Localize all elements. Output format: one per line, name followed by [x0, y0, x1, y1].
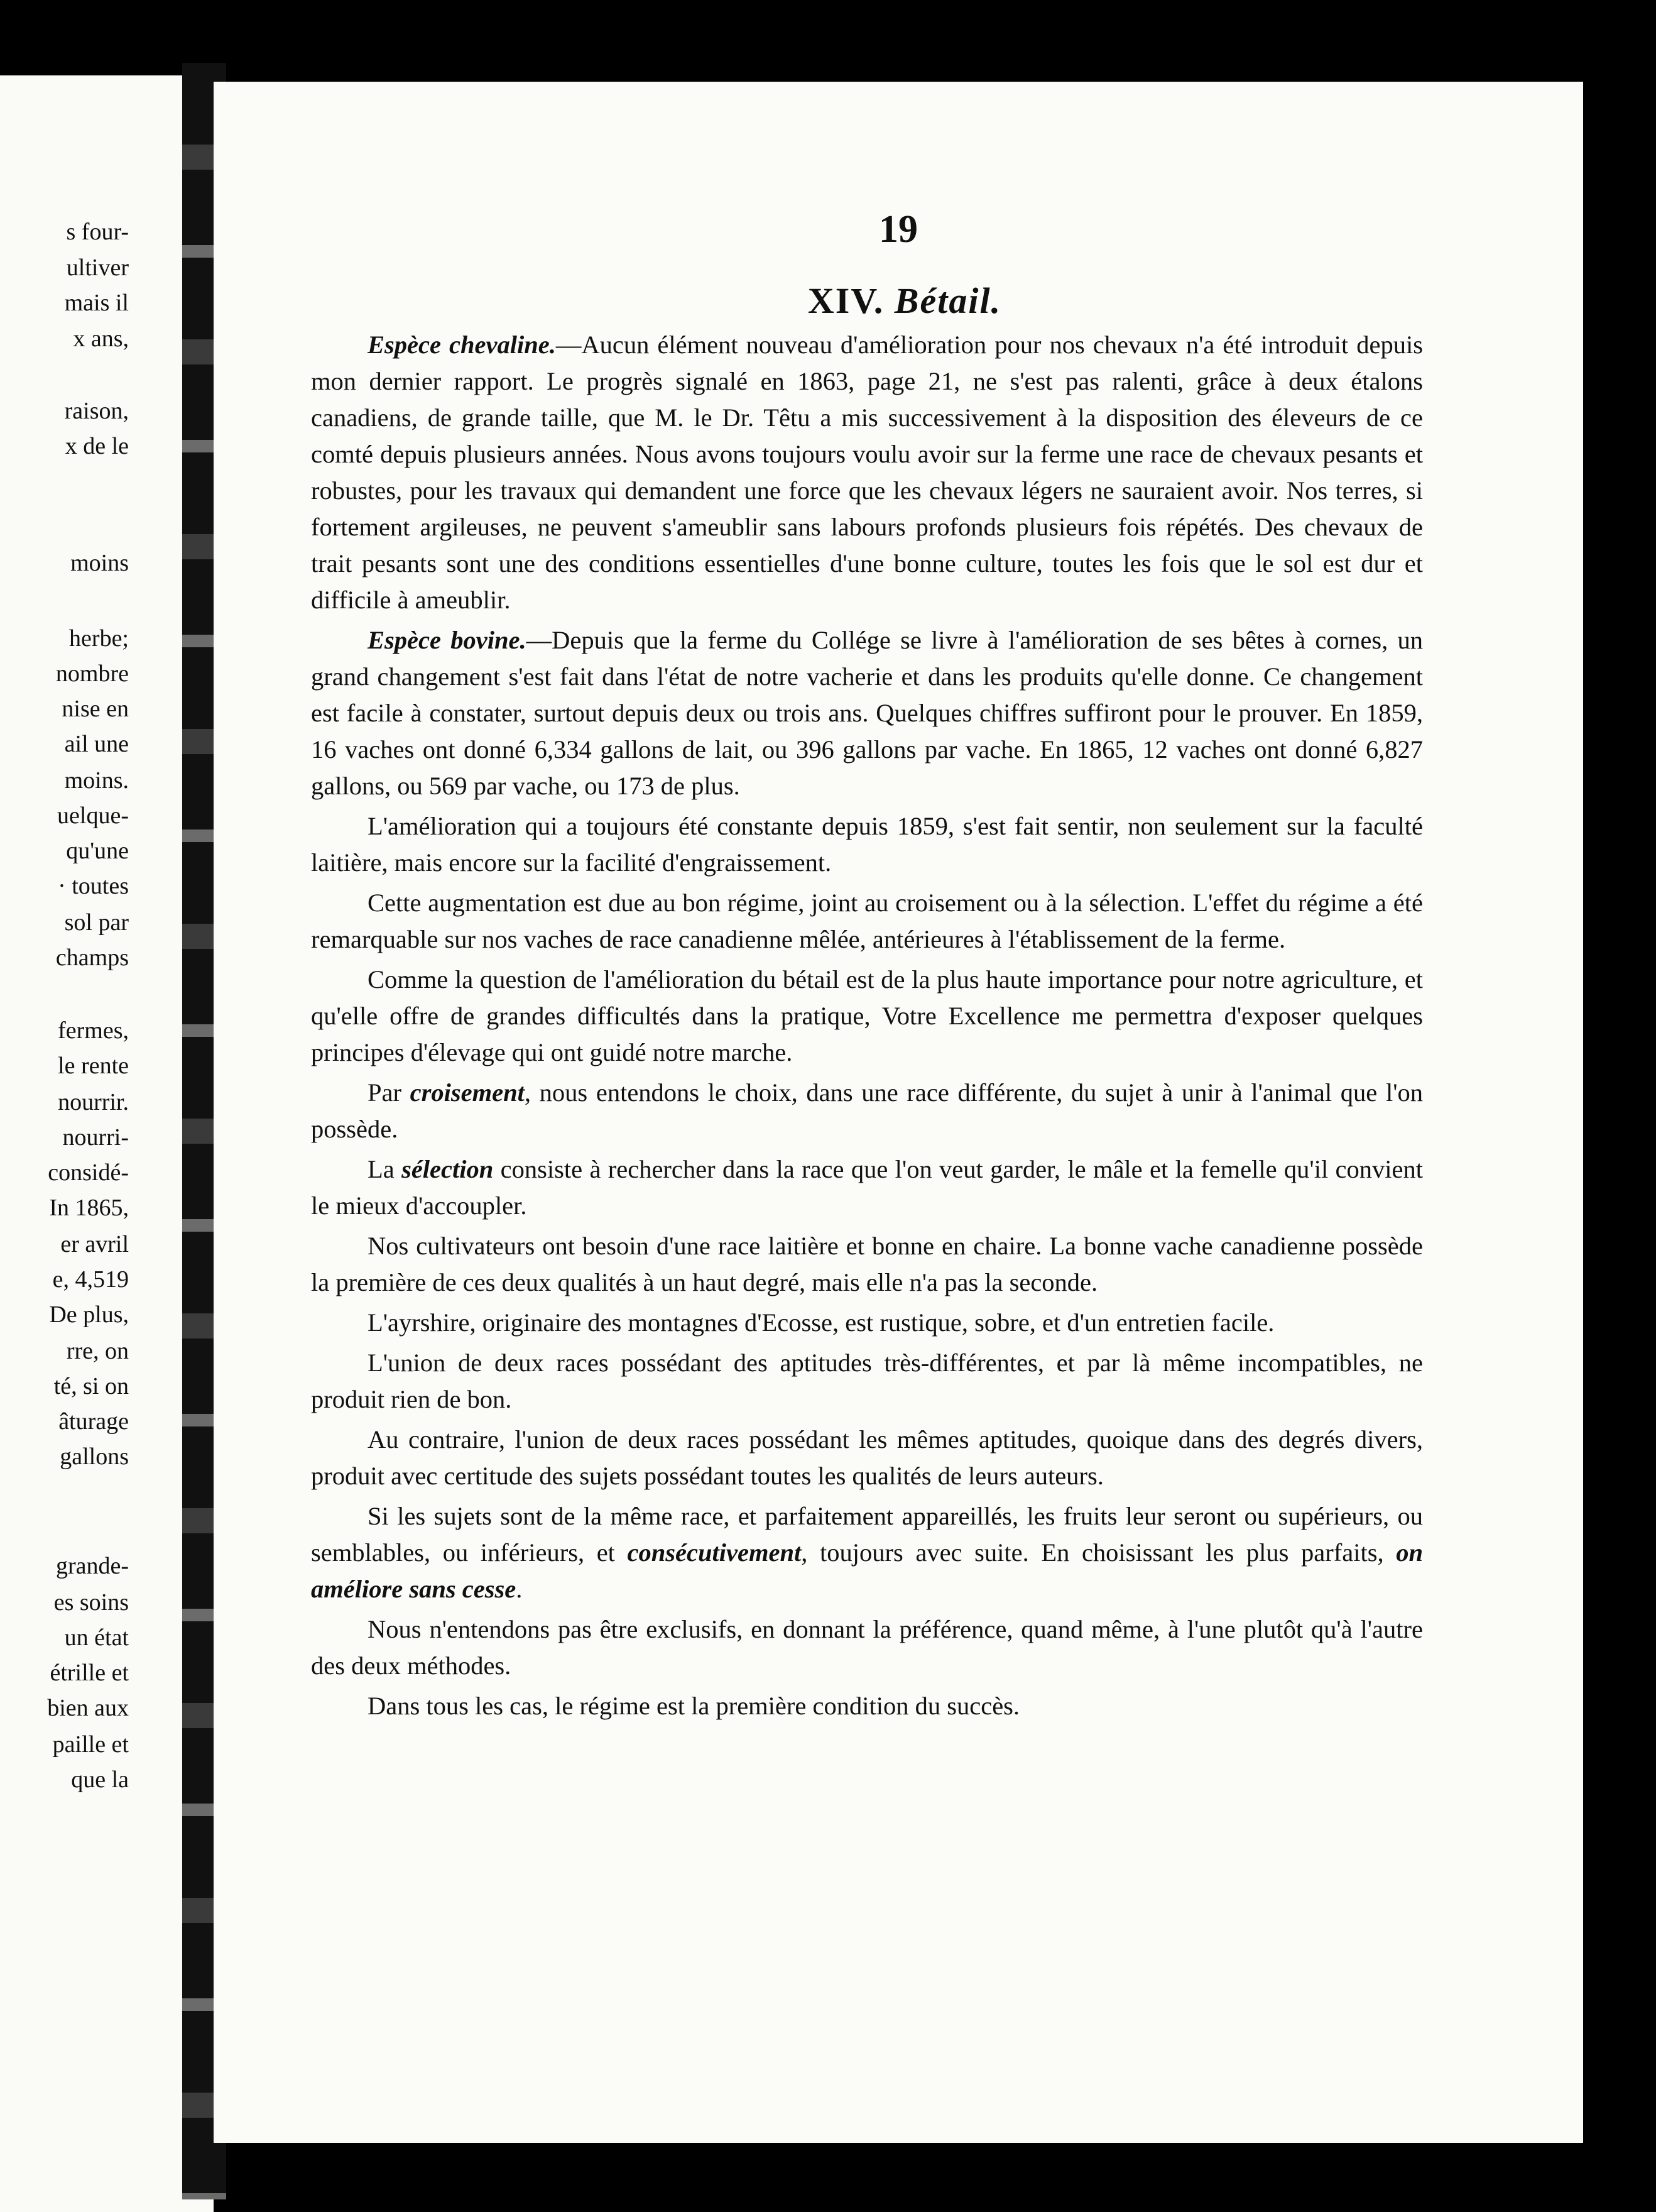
left-page-line: herbe;: [69, 625, 129, 652]
left-page-line: nourri-: [62, 1124, 129, 1151]
left-page-line: e, 4,519: [52, 1266, 129, 1293]
left-page-line: qu'une: [66, 838, 129, 864]
left-page-line: rre, on: [66, 1338, 129, 1364]
left-page-line: uelque-: [57, 802, 129, 829]
left-page-line: nombre: [55, 660, 129, 687]
right-page: [214, 82, 1583, 2143]
left-page-line: té, si on: [53, 1373, 129, 1399]
left-page-line: ail une: [64, 731, 129, 757]
paragraph: Dans tous les cas, le régime est la première condition du succès.: [368, 1692, 1020, 1720]
paragraph: L'union de deux races possédant des aptitudes très-différentes, et par là même incompatibles, ne produit rien de bon.: [311, 1349, 1423, 1413]
paragraph: Nos cultivateurs ont besoin d'une race laitière et bonne en chaire. La bonne vache canadienne possède la première de ces deux qualités à un haut degré, mais elle n'a pas la seconde.: [311, 1232, 1423, 1296]
left-page-line: · toutes: [58, 873, 129, 899]
left-page-line: le rente: [58, 1053, 129, 1079]
section-heading: [716, 280, 1093, 322]
left-page-line: âturage: [58, 1408, 129, 1435]
left-page-line: sol par: [64, 909, 129, 936]
left-page-line: gallons: [60, 1443, 129, 1470]
left-page-line: moins.: [64, 767, 129, 794]
left-page-line: De plus,: [49, 1301, 129, 1328]
left-page-line: es soins: [53, 1589, 129, 1616]
section-numeral: XIV.: [807, 280, 885, 321]
left-page-line: champs: [55, 944, 129, 971]
paragraph: Nous n'entendons pas être exclusifs, en donnant la préférence, quand même, à l'une plutôt qu'à l'autre des deux méthodes.: [311, 1615, 1423, 1680]
paragraph-selection: La sélection consiste à rechercher dans la race que l'on veut garder, le mâle et la femelle qu'il convient le mieux d'accoupler.: [311, 1155, 1423, 1220]
section-title: Bétail.: [894, 280, 1002, 321]
left-page-line: grande-: [55, 1553, 129, 1579]
lead-chevaline: Espèce chevaline.: [368, 331, 556, 359]
left-page-line: x de le: [65, 433, 129, 459]
left-page-line: nise en: [62, 696, 129, 722]
paragraph-bovine: Espèce bovine.—Depuis que la ferme du Collége se livre à l'amélioration de ses bêtes à cornes, un grand changement s'est fait dans l'état de notre vacherie et dans les produits qu'elle donne. Ce changement est facile à constater, surtout depuis deux ou trois ans. Quelques chiffres suffiront pour le prouver. En 1859, 16 vaches ont donné 6,334 gallons de lait, ou 396 gallons par vache. En 1865, 12 vaches ont donné 6,827 gallons, ou 569 par vache, ou 173 de plus.: [311, 626, 1423, 800]
body-text: [311, 327, 1423, 1728]
left-page-fragment: [0, 75, 214, 2212]
left-page-line: considé-: [48, 1159, 129, 1186]
left-page-line: s four-: [66, 219, 129, 245]
paragraph-consecutivement: Si les sujets sont de la même race, et parfaitement appareillés, les fruits leur seront ou supérieurs, ou semblables, ou inférieurs, et consécutivement, toujours avec suite. En choisissant les plus parfaits, on améliore sans cesse.: [311, 1502, 1423, 1603]
paragraph: Cette augmentation est due au bon régime, joint au croisement ou à la sélection. L'effet du régime a été remarquable sur nos vaches de race canadienne mêlée, antérieures à l'établissement de la ferme.: [311, 889, 1423, 953]
left-page-line: bien aux: [47, 1695, 129, 1721]
paragraph-chevaline: Espèce chevaline.—Aucun élément nouveau d'amélioration pour nos chevaux n'a été introduit depuis mon dernier rapport. Le progrès signalé en 1863, page 21, ne s'est pas ralenti, grâce à deux étalons canadiens, de grande taille, que M. le Dr. Têtu a mis successivement à la disposition des éleveurs de ce comté depuis plusieurs années. Nous avons toujours voulu avoir sur la ferme une race de chevaux pesants et robustes, pour les travaux qui demandent une force que les chevaux légers ne sauraient avoir. Nos terres, si fortement argileuses, ne peuvent s'ameublir sans labours profonds plusieurs fois répétés. Des chevaux de trait pesants sont une des conditions essentielles d'une bonne culture, toutes les fois que le sol est dur et difficile à ameublir.: [311, 331, 1423, 614]
page-number: 19: [879, 208, 918, 251]
left-page-line: que la: [71, 1766, 129, 1793]
left-page-line: paille et: [52, 1731, 129, 1758]
left-page-line: er avril: [60, 1231, 129, 1257]
lead-bovine: Espèce bovine.: [368, 626, 526, 654]
paragraph: L'ayrshire, originaire des montagnes d'Ecosse, est rustique, sobre, et d'un entretien facile.: [368, 1308, 1275, 1337]
left-page-line: ultiver: [66, 255, 129, 281]
left-page-line: nourrir.: [58, 1089, 129, 1115]
left-page-line: étrille et: [50, 1660, 129, 1686]
left-page-line: x ans,: [73, 326, 129, 352]
left-page-line: moins: [70, 550, 129, 576]
left-page-line: raison,: [64, 398, 129, 424]
left-page-line: In 1865,: [49, 1195, 129, 1221]
left-page-line: fermes,: [58, 1017, 129, 1044]
paragraph-croisement: Par croisement, nous entendons le choix, dans une race différente, du sujet à unir à l'animal que l'on possède.: [311, 1078, 1423, 1143]
paragraph: Comme la question de l'amélioration du bétail est de la plus haute importance pour notre agriculture, et qu'elle offre de grandes difficultés dans la pratique, Votre Excellence me permettra d'exposer quelques principes d'élevage qui ont guidé notre marche.: [311, 965, 1423, 1066]
left-page-line: un état: [64, 1624, 129, 1651]
paragraph: L'amélioration qui a toujours été constante depuis 1859, s'est fait sentir, non seulement sur la faculté laitière, mais encore sur la facilité d'engraissement.: [311, 812, 1423, 877]
left-page-line: mais il: [64, 290, 129, 316]
paragraph: Au contraire, l'union de deux races possédant les mêmes aptitudes, quoique dans des degrés divers, produit avec certitude des sujets possédant toutes les qualités de leurs auteurs.: [311, 1425, 1423, 1490]
